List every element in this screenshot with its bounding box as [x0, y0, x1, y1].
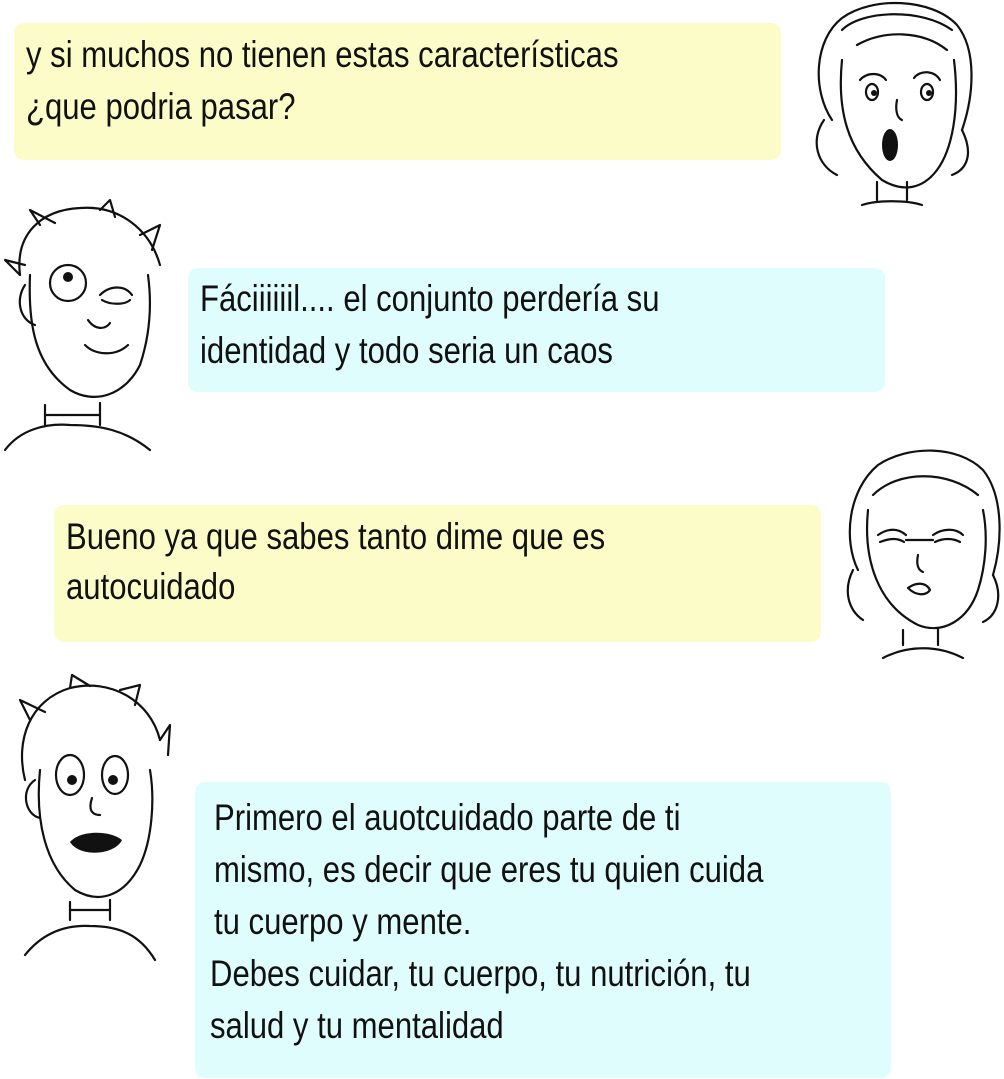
boy-smug-illustration [0, 205, 170, 455]
bubble-4-line-3: tu cuerpo y mente. [214, 901, 472, 942]
bubble-4-line-2: mismo, es decir que eres tu quien cuida [214, 849, 764, 890]
bubble-1-line-1: y si muchos no tienen estas características [26, 34, 619, 75]
bubble-4-line-1: Primero el auotcuidado parte de ti [214, 797, 681, 838]
bubble-4-line-4: Debes cuidar, tu cuerpo, tu nutrición, tu [210, 953, 751, 994]
girl-skeptical-illustration [838, 440, 1004, 660]
bubble-4-line-5: salud y tu mentalidad [210, 1005, 504, 1046]
girl-surprised-illustration [802, 0, 982, 210]
bubble-2-line-2: identidad y todo seria un caos [200, 330, 613, 371]
bubble-3-line-1: Bueno ya que sabes tanto dime que es [66, 516, 606, 557]
boy-surprised-illustration [10, 680, 170, 980]
bubble-1-line-2: ¿que podria pasar? [26, 86, 296, 127]
bubble-2-line-1: Fáciiiiiil.... el conjunto perdería su [200, 278, 660, 319]
bubble-3-line-2: autocuidado [66, 566, 236, 607]
